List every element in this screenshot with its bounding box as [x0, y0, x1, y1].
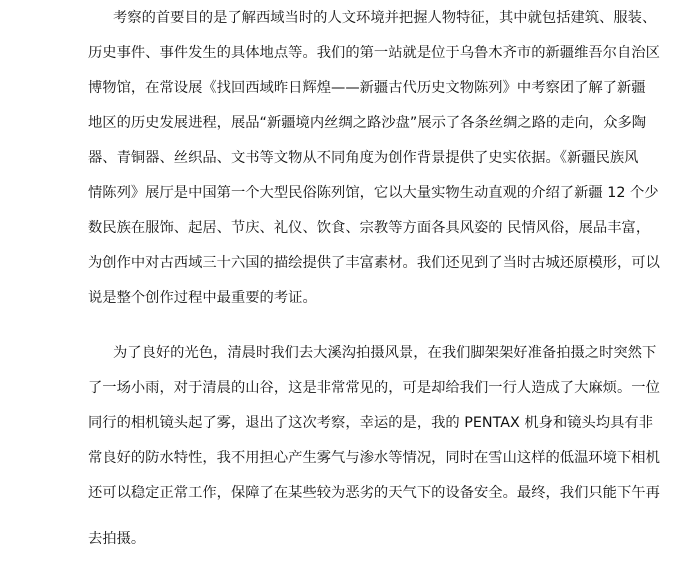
text-line: 博物馆，在常设展《找回西域昨日辉煌——新疆古代历史文物陈列》中考察团了解了新疆: [88, 80, 646, 96]
text-line: 说是整个创作过程中最重要的考证。: [88, 290, 317, 306]
text-line: 去拍摄。: [88, 531, 146, 547]
text-line: 数民族在服饰、起居、节庆、礼仪、饮食、宗教等方面各具风姿的 民情风俗，展品丰富，: [88, 220, 651, 236]
text-line: 情陈列》展厅是中国第一个大型民俗陈列馆，它以大量实物生动直观的介绍了新疆 12 个少: [88, 185, 659, 201]
text-line: 历史事件、事件发生的具体地点等。我们的第一站就是位于乌鲁木齐市的新疆维吾尔自治区: [88, 45, 660, 61]
text-line: 考察的首要目的是了解西域当时的人文环境并把握人物特征，其中就包括建筑、服装、: [113, 10, 657, 26]
text-line: 还可以稳定正常工作，保障了在某些较为恶劣的天气下的设备安全。最终，我们只能下午再: [88, 485, 660, 501]
text-line: 为了良好的光色，清晨时我们去大溪沟拍摄风景，在我们脚架架好准备拍摄之时突然下: [113, 345, 657, 361]
text-line: 地区的历史发展进程，展品“新疆境内丝绸之路沙盘”展示了各条丝绸之路的走向，众多陶: [88, 115, 647, 131]
text-line: 了一场小雨，对于清晨的山谷，这是非常常见的，可是却给我们一行人造成了大麻烦。一位: [88, 380, 660, 396]
text-line: 器、青铜器、丝织品、文书等文物从不同角度为创作背景提供了史实依据。《新疆民族风: [88, 150, 639, 166]
text-line: 为创作中对古西域三十六国的描绘提供了丰富素材。我们还见到了当时古城还原模形，可以: [88, 255, 660, 271]
text-line: 常良好的防水特性，我不用担心产生雾气与渗水等情况，同时在雪山这样的低温环境下相机: [88, 450, 660, 466]
text-line: 同行的相机镜头起了雾，退出了这次考察，幸运的是，我的 PENTAX 机身和镜头均具有非: [88, 415, 654, 431]
